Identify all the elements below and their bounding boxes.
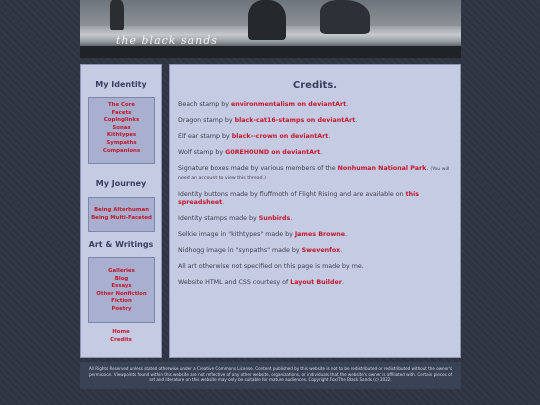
credit-link[interactable]: James Browne xyxy=(294,231,346,238)
nav-link-sonas[interactable]: Sonas xyxy=(112,124,131,131)
credit-text: Dragon stamp by xyxy=(178,117,235,124)
credit-text: Website HTML and CSS courtesy of xyxy=(178,279,291,286)
credit-punct: . xyxy=(320,149,323,156)
credit-line xyxy=(178,263,452,271)
credit-link[interactable]: black--crown on deviantArt xyxy=(231,133,329,140)
journey-nav xyxy=(88,197,155,232)
credit-line xyxy=(178,279,452,287)
sidebar-extra-links xyxy=(81,329,161,344)
credit-text: Nidhogg image in "synpaths" made by xyxy=(178,247,302,254)
nav-link-companions[interactable]: Companions xyxy=(102,147,141,154)
credit-punct: . xyxy=(345,231,348,238)
banner-sea-stack xyxy=(320,0,370,34)
nav-link-being-multi-faceted[interactable]: Being Multi-Faceted xyxy=(91,214,152,221)
nav-link-being-alterhuman[interactable]: Being Alterhuman xyxy=(94,207,149,213)
credit-punct: . xyxy=(340,247,343,254)
nav-link-other-nonfiction[interactable]: Other Nonfiction xyxy=(96,290,147,297)
credit-punct: . xyxy=(290,215,293,222)
credit-link[interactable]: G0REH0UND on deviantArt xyxy=(225,149,321,156)
credit-link[interactable]: Swevenfox xyxy=(301,247,341,254)
page-wrapper xyxy=(80,0,461,383)
credit-line xyxy=(178,101,452,109)
nav-link-copinglinks[interactable]: Copinglinks xyxy=(103,117,140,124)
nav-link-home[interactable]: Home xyxy=(112,329,130,335)
site-title: the black sands xyxy=(116,34,218,47)
nav-link-essays[interactable]: Essays xyxy=(111,283,132,290)
credit-line xyxy=(178,215,452,223)
credit-punct: . xyxy=(346,101,349,108)
credit-link[interactable]: environmentalism on deviantArt xyxy=(230,101,347,108)
credit-punct: . xyxy=(341,279,344,286)
credit-punct: . xyxy=(222,199,225,206)
nav-link-galleries[interactable]: Galleries xyxy=(108,268,135,274)
main-content xyxy=(169,64,461,358)
nav-link-the-core[interactable]: The Core xyxy=(107,102,136,108)
credit-punct: . xyxy=(355,117,358,124)
sidebar-heading-art: Art & Writings xyxy=(88,240,154,249)
nav-link-credits[interactable]: Credits xyxy=(110,336,132,343)
banner-rock xyxy=(110,0,124,30)
credit-link[interactable]: Layout Builder xyxy=(290,279,342,286)
credit-punct: . xyxy=(328,133,331,140)
banner-black-sand xyxy=(80,46,461,58)
page-title: Credits. xyxy=(292,80,338,91)
nav-link-facets[interactable]: Facets xyxy=(111,109,132,116)
credit-text: Elf ear stamp by xyxy=(178,133,232,140)
credit-link[interactable]: Sunbirds xyxy=(258,215,291,222)
credit-link[interactable]: this spreadsheet xyxy=(178,191,420,206)
sidebar-heading-journey: My Journey xyxy=(95,179,147,188)
credit-punct: . xyxy=(426,165,429,172)
credit-line xyxy=(178,165,452,183)
credit-text: Beach stamp by xyxy=(178,101,231,108)
nav-link-poetry[interactable]: Poetry xyxy=(111,305,132,312)
credit-line xyxy=(178,231,452,239)
credit-text: Wolf stamp by xyxy=(178,149,226,156)
credit-link[interactable]: black-cat16-stamps on deviantArt xyxy=(234,117,356,124)
nav-link-kithtypes[interactable]: Kithtypes xyxy=(106,132,137,139)
identity-nav xyxy=(88,97,155,164)
credit-line xyxy=(178,133,452,141)
credit-line xyxy=(178,191,452,207)
art-nav xyxy=(88,257,155,323)
credit-line xyxy=(178,247,452,255)
credit-link[interactable]: Nonhuman National Park xyxy=(337,165,427,172)
credit-text: Selkie image in "kithtypes" made by xyxy=(178,231,295,238)
credit-line xyxy=(178,149,452,157)
nav-link-blog[interactable]: Blog xyxy=(114,275,129,282)
credit-text: Identity buttons made by fluffmoth of Flight Rising and are available on xyxy=(178,191,406,198)
credit-note: (You will need an account to view this thread.) xyxy=(178,167,450,181)
nav-link-sympaths[interactable]: Sympaths xyxy=(106,139,137,146)
credit-text: All art otherwise not specified on this page is made by me. xyxy=(178,263,364,270)
footer-disclaimer: All Rights Reserved unless stated otherwise under a Creative Commons License. Content published by this website is not to be redistributed or redistributed without the owner's permission. Viewpoints found within this website are not reflective of any other website, organizations, or individuals that the website's owner is affiliated with. Certain pieces of art and literature on this website may only be suitable for mature audiences. Copyright Fox/The Black Sands (c) 2022. xyxy=(80,362,461,389)
header-banner xyxy=(80,0,461,58)
credit-text: Signature boxes made by various members of the xyxy=(178,165,338,172)
sidebar xyxy=(80,64,162,358)
banner-sea-stack xyxy=(248,0,286,40)
credit-text: Identity stamps made by xyxy=(178,215,259,222)
credit-line xyxy=(178,117,452,125)
nav-link-fiction[interactable]: Fiction xyxy=(111,298,132,305)
sidebar-heading-identity: My Identity xyxy=(95,80,147,89)
